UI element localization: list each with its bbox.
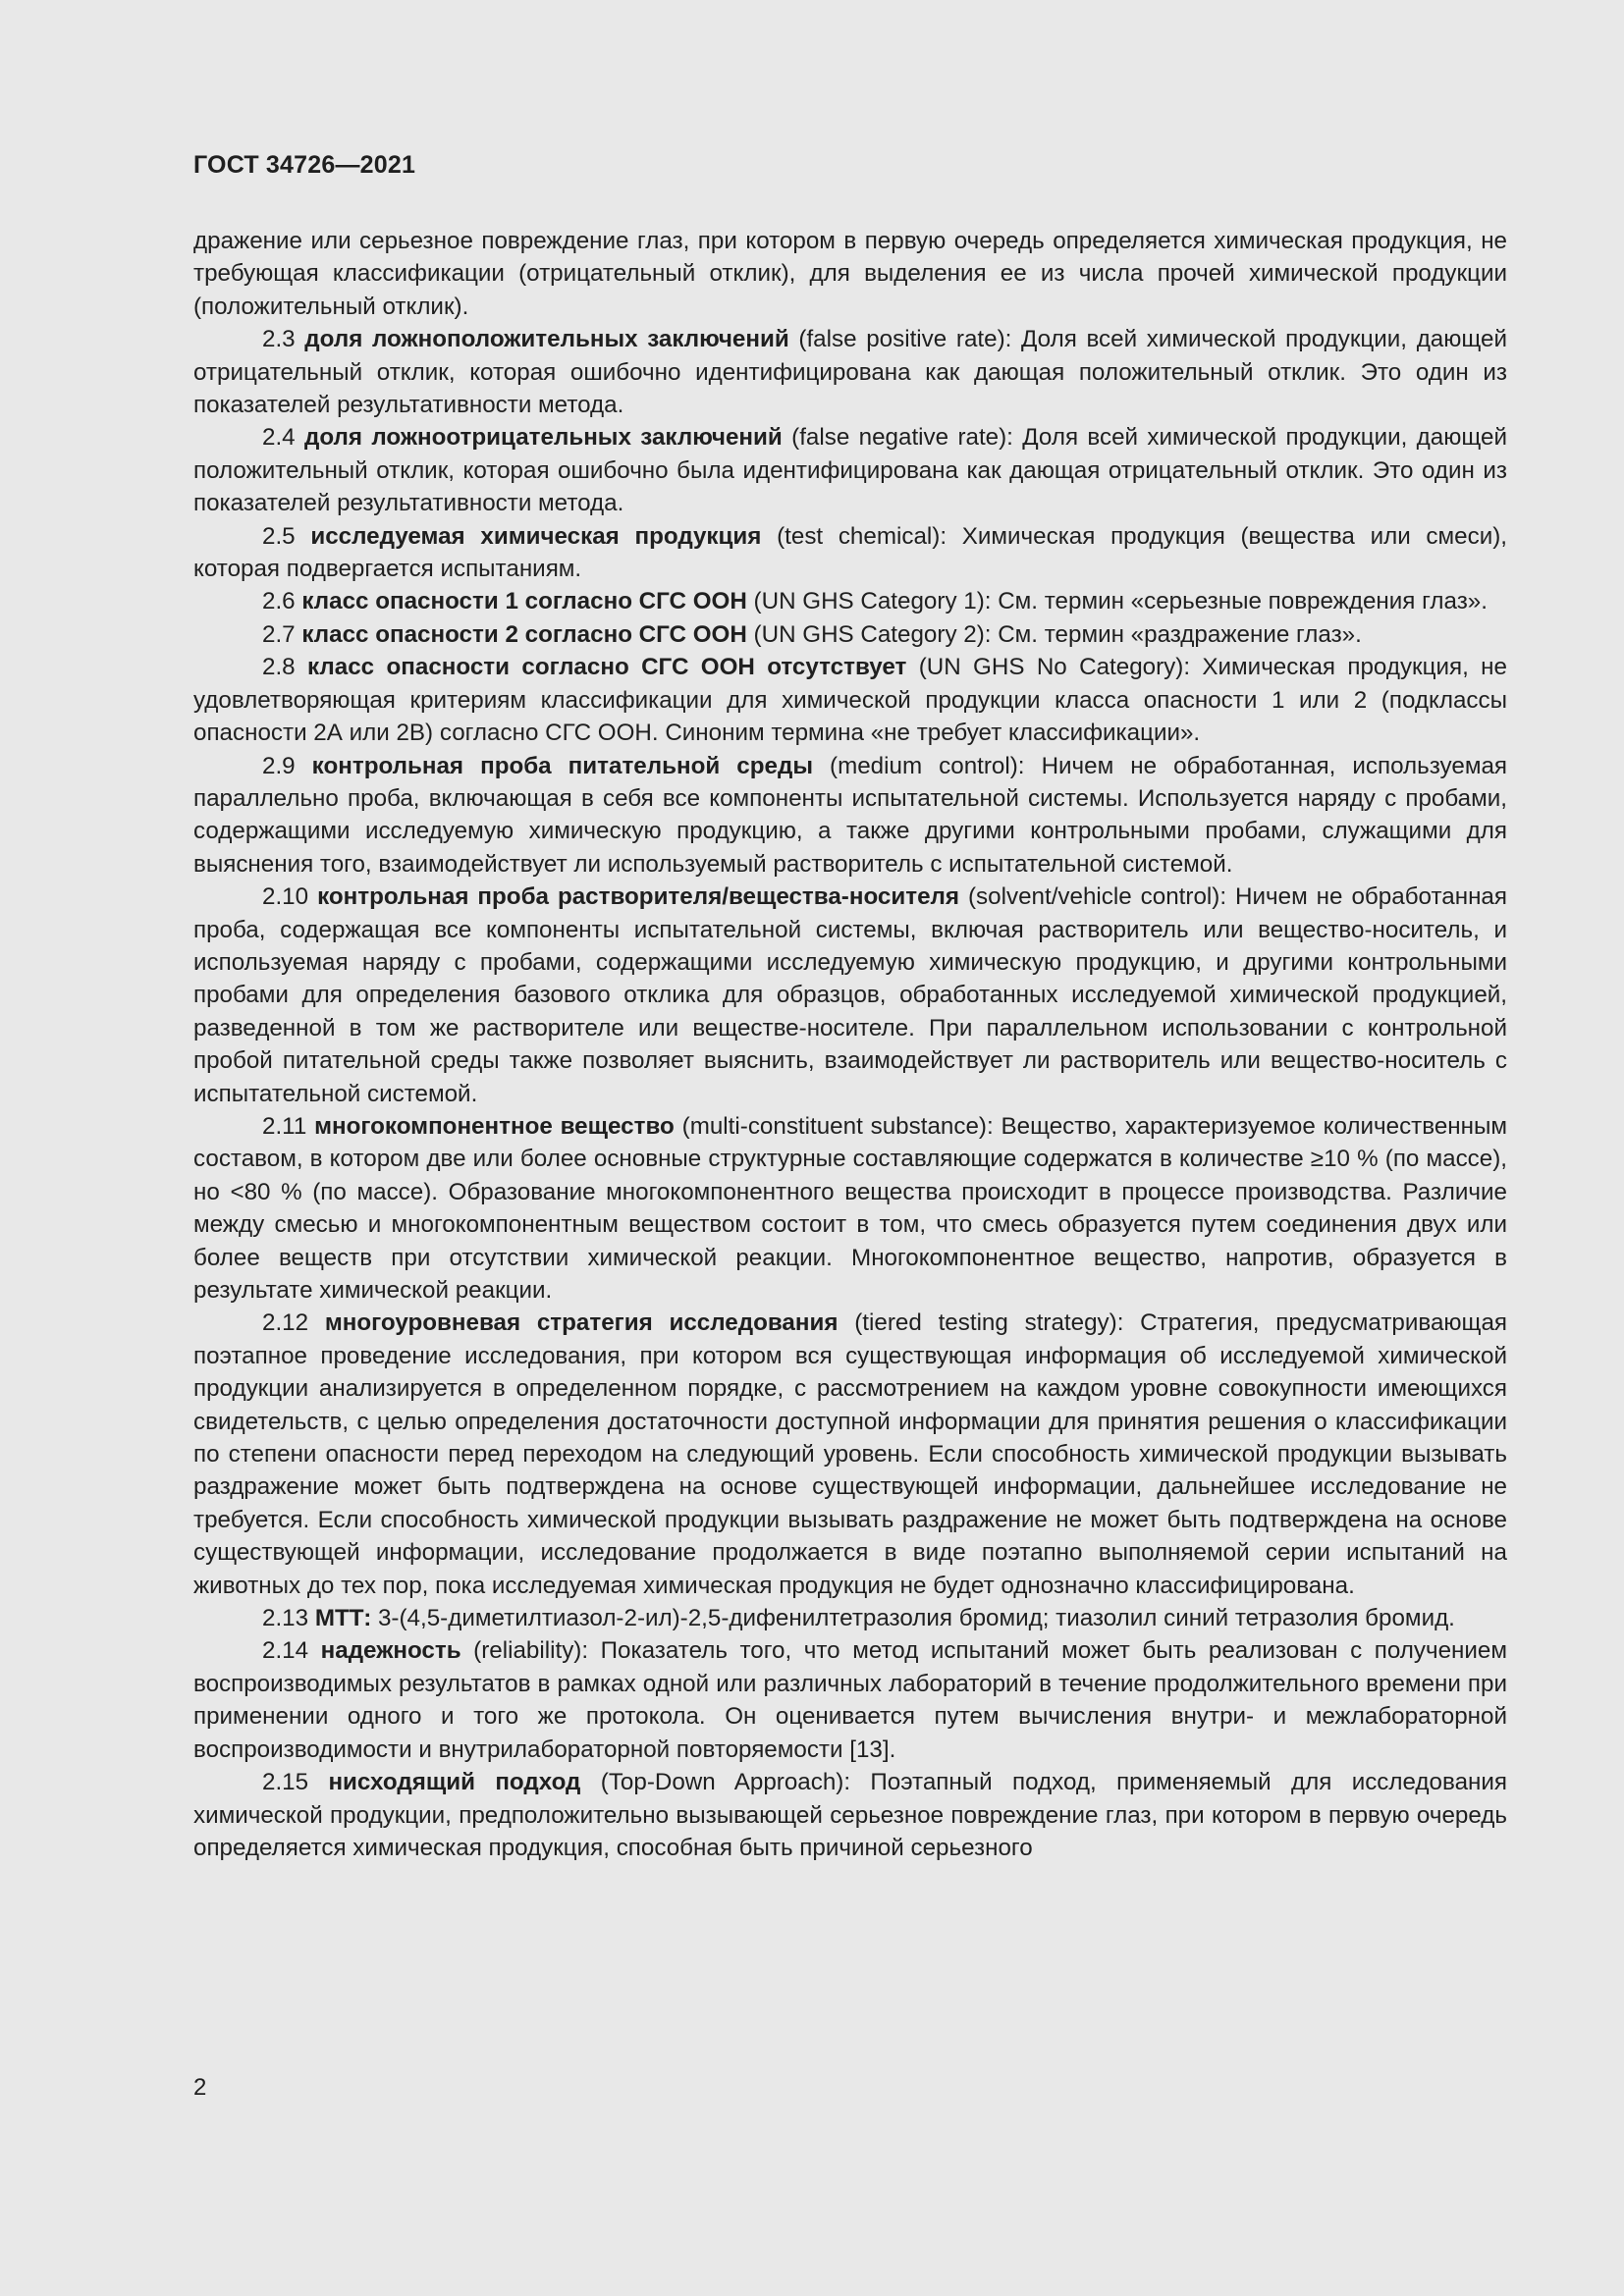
term-definition: [193, 1307, 1507, 1602]
term-definition: [193, 520, 1507, 586]
definition-text: (tiered testing strategy): Стратегия, предусматривающая поэтапное проведение исследования, при котором вся существующая информация об исследуемой химической продукции анализируется в определенном порядке, с рассмотрением на каждом уровне совокупности имеющихся свидетельств, с целью определения достаточности доступной информации для принятия решения о классификации по степени опасности перед переходом на следующий уровень. Если способность химической продукции вызывать раздражение может быть подтверждена на основе существующей информации, дальнейшее исследование не требуется. Если способность химической продукции вызывать раздражение не может быть подтверждена на основе существующей информации, исследование продолжается в виде поэтапно выполняемой серии испытаний на животных до тех пор, пока исследуемая химическая продукция не будет однозначно классифицирована.: [193, 1309, 1507, 1599]
defined-term: класс опасности 2 согласно СГС ООН: [301, 620, 747, 648]
defined-term: многокомпонентное вещество: [314, 1112, 675, 1140]
definition-text: (UN GHS No Category): Химическая продукция, не удовлетворяющая критериям классификации для химической продукции класса опасности 1 или 2 (подклассы опасности 2А или 2В) согласно СГС ООН. Синоним термина «не требует классификации».: [193, 654, 1507, 747]
term-definition: [193, 421, 1507, 519]
definition-text: (Top-Down Approach): Поэтапный подход, применяемый для исследования химической продукции, предположительно вызывающей серьезное повреждение глаз, при котором в первую очередь определяется химическая продукция, способная быть причиной серьезного: [193, 1769, 1507, 1861]
term-definition: [193, 1634, 1507, 1766]
defined-term: надежность: [320, 1637, 461, 1665]
definition-number: 2.11: [262, 1112, 307, 1140]
defined-term: доля ложноотрицательных заключений: [303, 424, 783, 452]
definition-number: 2.10: [262, 883, 309, 911]
definition-text: (false positive rate): Доля всей химической продукции, дающей отрицательный отклик, которая ошибочно идентифицирована как дающая положительный отклик. Это один из показателей результативности метода.: [193, 326, 1507, 419]
page-number: 2: [193, 2074, 207, 2101]
term-definition: [193, 651, 1507, 749]
document-body: [193, 225, 1507, 1864]
definition-text: 3-(4,5-диметилтиазол-2-ил)-2,5-дифенилтетразолия бромид; тиазолил синий тетразолия бромид.: [371, 1605, 1455, 1632]
term-definition: [193, 618, 1507, 651]
definition-text: (UN GHS Category 2): См. термин «раздражение глаз».: [746, 620, 1362, 648]
defined-term: класс опасности согласно СГС ООН отсутствует: [307, 654, 907, 681]
term-definitions-list: [193, 323, 1507, 1864]
definition-number: 2.15: [262, 1769, 309, 1796]
term-definition: [193, 1766, 1507, 1864]
defined-term: контрольная проба питательной среды: [311, 752, 813, 779]
defined-term: контрольная проба растворителя/вещества-носителя: [317, 883, 960, 911]
definition-number: 2.7: [262, 620, 296, 648]
term-definition: [193, 750, 1507, 881]
defined-term: исследуемая химическая продукция: [310, 522, 762, 550]
definition-text: (reliability): Показатель того, что метод испытаний может быть реализован с получением воспроизводимых результатов в рамках одной или различных лабораторий в течение продолжительного времени при применении одного и того же протокола. Он оценивается путем вычисления внутри- и межлабораторной воспроизводимости и внутрилабораторной повторяемости [13].: [193, 1637, 1507, 1763]
definition-text: (solvent/vehicle control): Ничем не обработанная проба, содержащая все компоненты испытательной системы, включая растворитель или вещество-носитель, и используемая наряду с пробами, содержащими исследуемую химическую продукцию, и другими контрольными пробами для определения базового отклика для образцов, обработанных исследуемой химической продукцией, разведенной в том же растворителе или веществе-носителе. При параллельном использовании с контрольной пробой питательной среды также позволяет выяснить, взаимодействует ли растворитель или вещество-носитель с испытательной системой.: [193, 883, 1507, 1107]
defined-term: доля ложноположительных заключений: [304, 326, 789, 353]
definition-number: 2.8: [262, 654, 296, 681]
definition-text: (medium control): Ничем не обработанная, используемая параллельно проба, включающая в себя все компоненты испытательной системы. Используется наряду с пробами, содержащими исследуемую химическую продукцию, а также другими контрольными пробами, служащими для выяснения того, взаимодействует ли используемый растворитель с испытательной системой.: [193, 752, 1507, 878]
document-header: ГОСТ 34726—2021: [193, 151, 416, 179]
defined-term: класс опасности 1 согласно СГС ООН: [301, 588, 747, 615]
defined-term: многоуровневая стратегия исследования: [324, 1309, 839, 1337]
definition-text: (multi-constituent substance): Вещество, характеризуемое количественным составом, в котором две или более основные структурные составляющие содержатся в количестве ≥10 % (по массе), но <80 % (по массе). Образование многокомпонентного вещества происходит в процессе производства. Различие между смесью и многокомпонентным веществом состоит в том, что смесь образуется путем соединения двух или более веществ при отсутствии химической реакции. Многокомпонентное вещество, напротив, образуется в результате химической реакции.: [193, 1112, 1507, 1304]
definition-text: (test chemical): Химическая продукция (вещества или смеси), которая подвергается испытаниям.: [193, 522, 1507, 583]
term-definition: [193, 1110, 1507, 1307]
intro-paragraph: дражение или серьезное повреждение глаз, при котором в первую очередь определяется химическая продукция, не требующая классификации (отрицательный отклик), для выделения ее из числа прочей химической продукции (положительный отклик).: [193, 228, 1507, 320]
term-definition: [193, 585, 1507, 617]
term-definition: [193, 323, 1507, 421]
term-definition: [193, 881, 1507, 1110]
definition-number: 2.5: [262, 522, 296, 550]
definition-number: 2.3: [262, 326, 296, 353]
definition-number: 2.9: [262, 752, 296, 779]
definition-text: (UN GHS Category 1): См. термин «серьезные повреждения глаз».: [746, 588, 1488, 615]
term-definition: [193, 1602, 1507, 1634]
defined-term: нисходящий подход: [328, 1769, 581, 1796]
definition-number: 2.12: [262, 1309, 309, 1337]
definition-number: 2.6: [262, 588, 296, 615]
definition-text: (false negative rate): Доля всей химической продукции, дающей положительный отклик, которая ошибочно была идентифицирована как дающая отрицательный отклик. Это один из показателей результативности метода.: [193, 424, 1507, 517]
definition-number: 2.14: [262, 1637, 309, 1665]
defined-term: МТТ:: [314, 1605, 372, 1632]
definition-number: 2.4: [262, 424, 296, 452]
definition-number: 2.13: [262, 1605, 309, 1632]
